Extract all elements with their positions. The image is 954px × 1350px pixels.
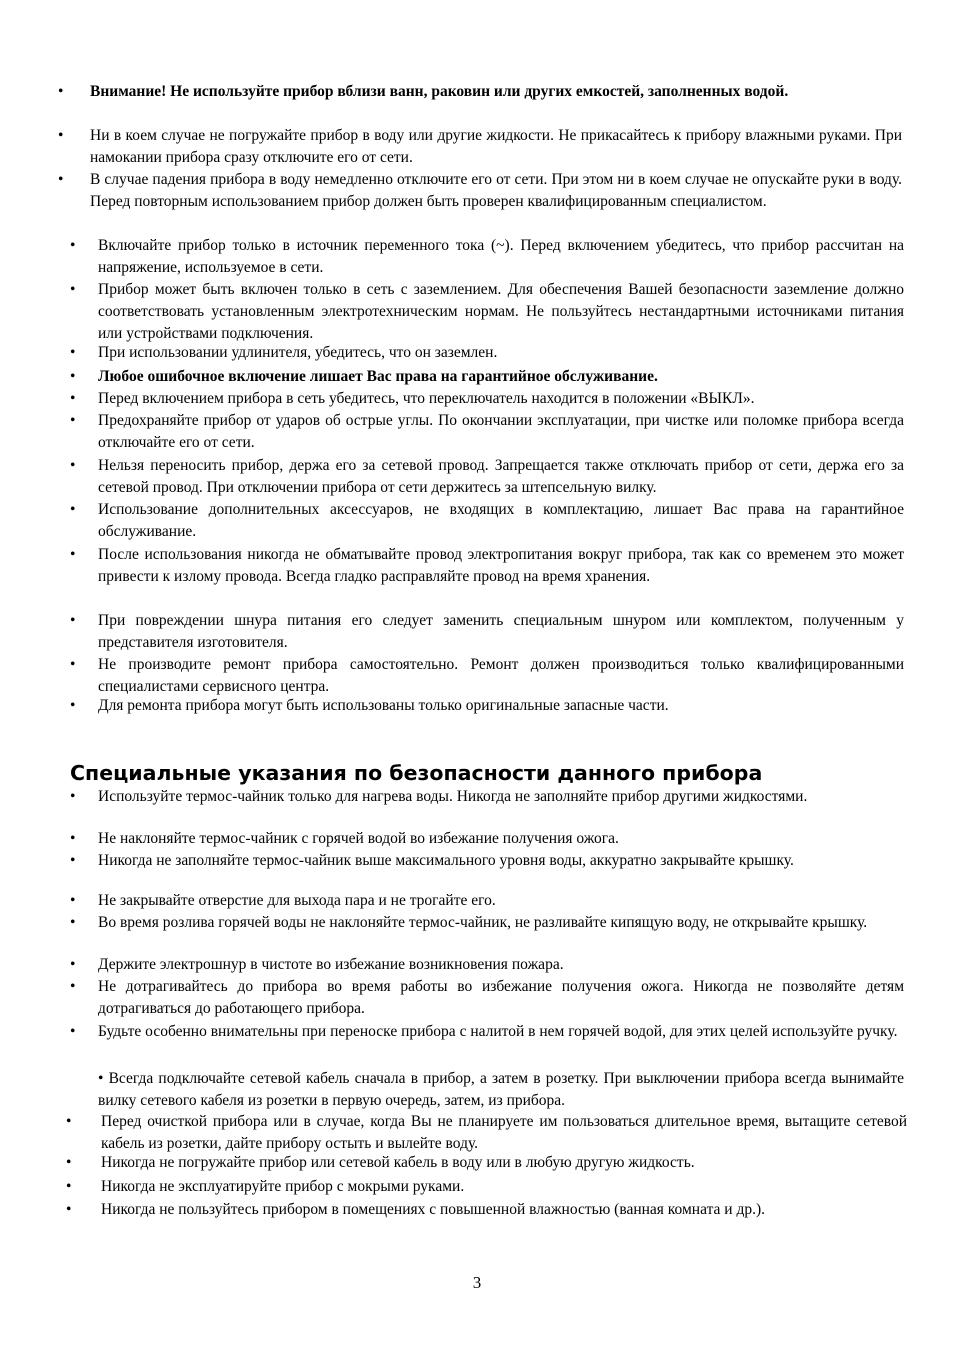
list-item-text: Перед включением прибора в сеть убедитесь, что переключатель находится в положении «ВЫКЛ».	[98, 390, 755, 407]
list-item-text: Ни в коем случае не погружайте прибор в воду или другие жидкости. Не прикасайтесь к прибору влажными руками. При намокании прибора сразу отключите его от сети.	[90, 127, 902, 166]
bullet-marker: •	[70, 697, 76, 714]
bullet-marker: •	[70, 612, 76, 629]
list-item-text: Будьте особенно внимательны при переноске прибора с налитой в нем горячей водой, для этих целей используйте ручку.	[98, 1023, 898, 1040]
list-item-text: Держите электрошнур в чистоте во избежание возникновения пожара.	[98, 956, 564, 973]
list-item-text: После использования никогда не обматывайте провод электропитания вокруг прибора, так как со временем это может привести к излому провода. Всегда гладко расправляйте провод на время хранения.	[98, 546, 904, 585]
bullet-marker: •	[70, 457, 76, 474]
bullet-marker: •	[70, 978, 76, 995]
bullet-marker: •	[70, 656, 76, 673]
list-item-text: Не дотрагивайтесь до прибора во время работы во избежание получения ожога. Никогда не позволяйте детям дотрагиваться до работающего прибора.	[98, 978, 904, 1017]
section-heading: Специальные указания по безопасности данного прибора	[70, 761, 763, 785]
list-item-text: Не наклоняйте термос-чайник с горячей водой во избежание получения ожога.	[98, 830, 619, 847]
bullet-marker: •	[66, 1154, 72, 1171]
bullet-marker: •	[70, 344, 76, 361]
list-item-text: Нельзя переносить прибор, держа его за сетевой провод. Запрещается также отключать прибор от сети, держа его за сетевой провод. При отключении прибора от сети держитесь за штепсельную вилку.	[98, 457, 904, 496]
bullet-marker: •	[58, 83, 64, 100]
list-item-text: В случае падения прибора в воду немедленно отключите его от сети. При этом ни в коем случае не опускайте руки в воду. Перед повторным использованием прибор должен быть проверен квалифицированным специалистом.	[90, 171, 902, 210]
bullet-marker: •	[70, 390, 76, 407]
bullet-marker: •	[70, 501, 76, 518]
bullet-marker: •	[58, 171, 64, 188]
bullet-marker: •	[70, 788, 76, 805]
list-item-text: Внимание! Не используйте прибор вблизи ванн, раковин или других емкостей, заполненных водой.	[90, 83, 789, 100]
bullet-marker: •	[70, 237, 76, 254]
bullet-marker: •	[70, 412, 76, 429]
list-item-text: Никогда не погружайте прибор или сетевой кабель в воду или в любую другую жидкость.	[101, 1154, 695, 1171]
inline-bullet-paragraph: • Всегда подключайте сетевой кабель сначала в прибор, а затем в розетку. При выключении прибора всегда вынимайте вилку сетевого кабеля из розетки в первую очередь, затем, из прибора.	[98, 1070, 904, 1109]
list-item-text: Включайте прибор только в источник переменного тока (~). Перед включением убедитесь, что прибор рассчитан на напряжение, используемое в сети.	[98, 237, 904, 276]
bullet-marker: •	[66, 1201, 72, 1218]
bullet-marker: •	[70, 1023, 76, 1040]
list-item-text: Использование дополнительных аксессуаров, не входящих в комплектацию, лишает Вас права на гарантийное обслуживание.	[98, 501, 904, 540]
bullet-marker: •	[70, 368, 76, 385]
list-item-text: Никогда не заполняйте термос-чайник выше максимального уровня воды, аккуратно закрывайте крышку.	[98, 852, 794, 869]
list-item-text: Для ремонта прибора могут быть использованы только оригинальные запасные части.	[98, 697, 669, 714]
bullet-marker: •	[70, 956, 76, 973]
bullet-marker: •	[58, 127, 64, 144]
list-item-text: Не закрывайте отверстие для выхода пара и не трогайте его.	[98, 892, 496, 909]
list-item-text: Никогда не пользуйтесь прибором в помещениях с повышенной влажностью (ванная комната и др.).	[101, 1201, 766, 1218]
list-item-text: Прибор может быть включен только в сеть с заземлением. Для обеспечения Вашей безопасности заземление должно соответствовать установленным электротехническим нормам. Не пользуйтесь нестандартными источниками питания или устройствами подключения.	[98, 281, 904, 342]
bullet-marker: •	[66, 1113, 72, 1130]
list-item-text: Предохраняйте прибор от ударов об острые углы. По окончании эксплуатации, при чистке или поломке прибора всегда отключайте его от сети.	[98, 412, 904, 451]
bullet-marker: •	[70, 546, 76, 563]
list-item-text: Перед очисткой прибора или в случае, когда Вы не планируете им пользоваться длительное время, вытащите сетевой кабель из розетки, дайте прибору остыть и вылейте воду.	[101, 1113, 907, 1152]
list-item-text: Никогда не эксплуатируйте прибор с мокрыми руками.	[101, 1178, 465, 1195]
list-item-text: Не производите ремонт прибора самостоятельно. Ремонт должен производиться только квалифицированными специалистами сервисного центра.	[98, 656, 904, 695]
bullet-marker: •	[70, 892, 76, 909]
list-item-text: Любое ошибочное включение лишает Вас права на гарантийное обслуживание.	[98, 368, 658, 385]
list-item-text: Во время розлива горячей воды не наклоняйте термос-чайник, не разливайте кипящую воду, не открывайте крышку.	[98, 914, 868, 931]
bullet-marker: •	[66, 1178, 72, 1195]
bullet-marker: •	[70, 914, 76, 931]
bullet-marker: •	[70, 852, 76, 869]
bullet-marker: •	[70, 830, 76, 847]
bullet-marker: •	[70, 281, 76, 298]
page-number: 3	[472, 1273, 482, 1292]
list-item-text: При повреждении шнура питания его следует заменить специальным шнуром или комплектом, полученным у представителя изготовителя.	[98, 612, 904, 651]
list-item-text: При использовании удлинителя, убедитесь, что он заземлен.	[98, 344, 498, 361]
list-item-text: Используйте термос-чайник только для нагрева воды. Никогда не заполняйте прибор другими жидкостями.	[98, 788, 808, 805]
